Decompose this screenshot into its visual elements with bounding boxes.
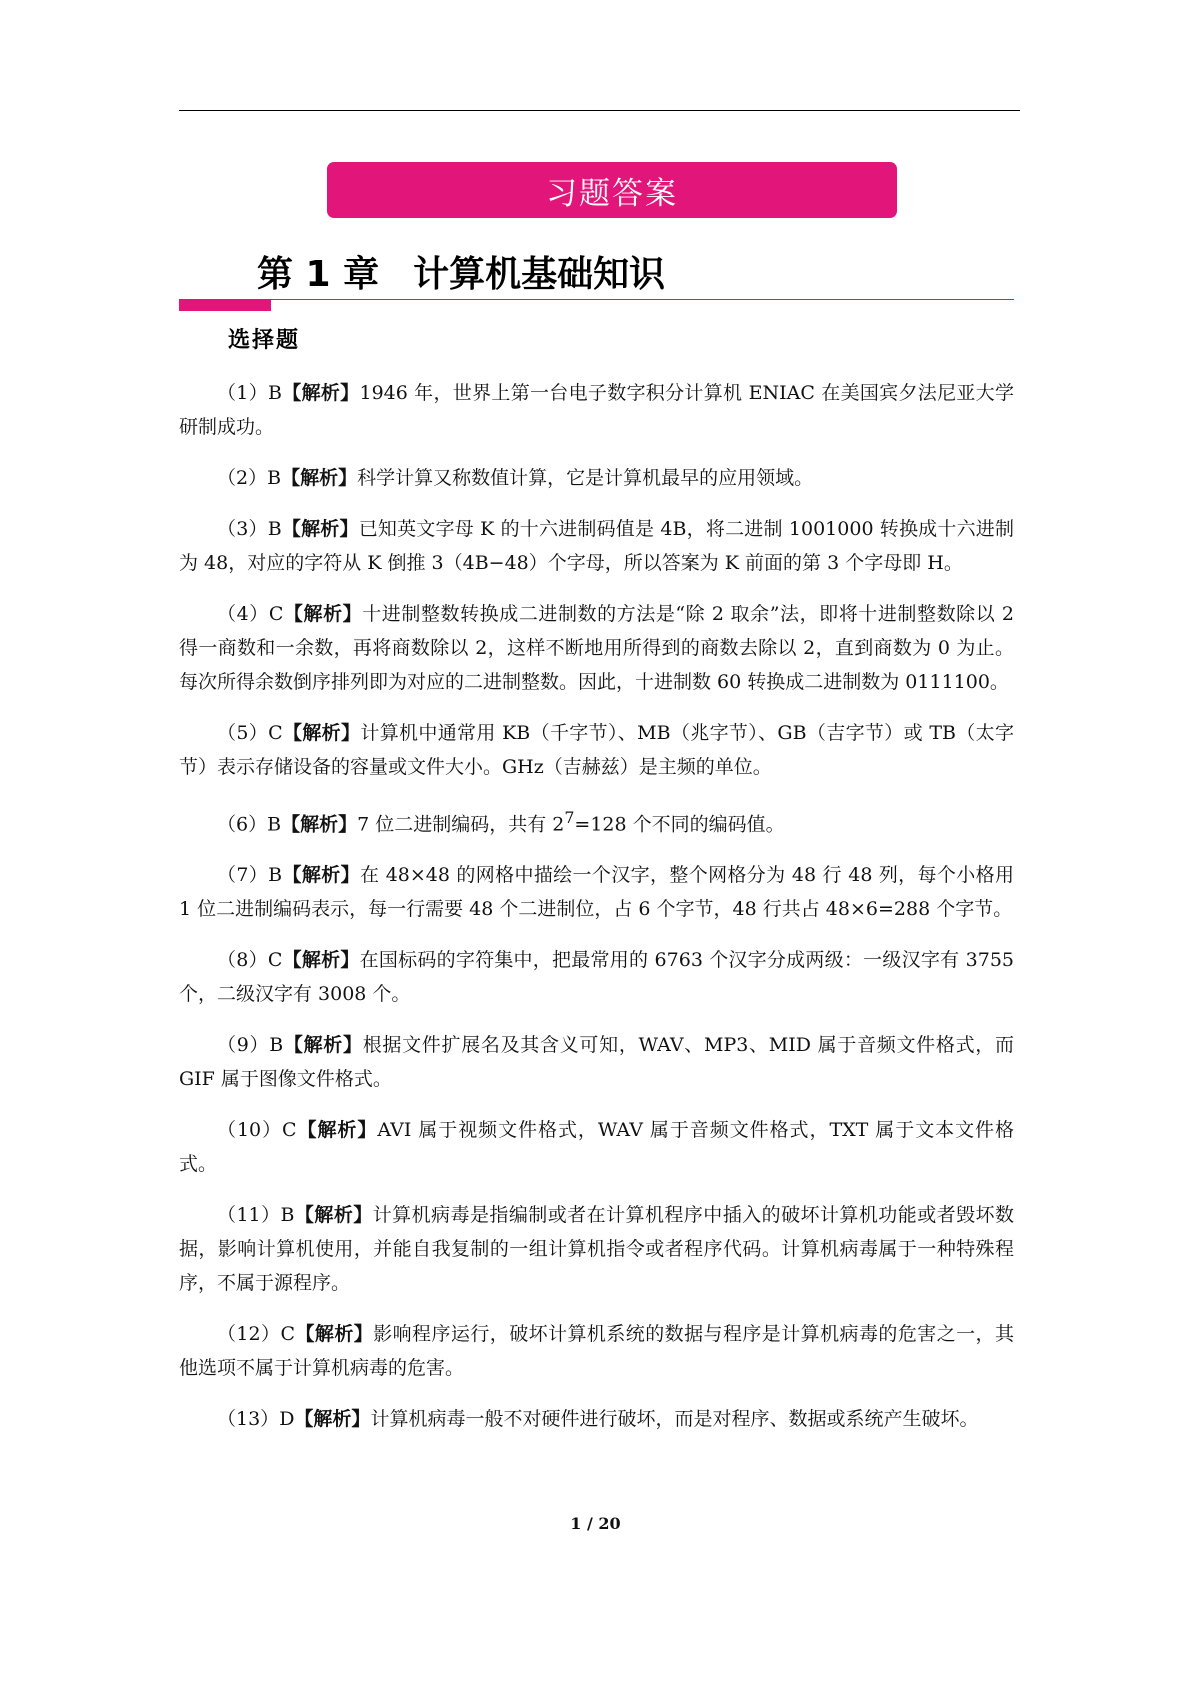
answer-number: （4） [217,603,269,625]
answer-text: =128 个不同的编码值。 [574,813,785,836]
answer-letter: B [268,382,282,404]
answer-text: 根据文件扩展名及其含义可知，WAV、MP3、MID 属于音频文件格式，而 GIF 属于图像文件格式。 [179,1034,1014,1091]
answer-letter: C [282,1119,297,1142]
answer-number: （13） [217,1408,280,1431]
analysis-tag: 【解析】 [294,1408,371,1431]
analysis-tag: 【解析】 [295,1323,374,1346]
answer-item [179,943,1014,1011]
answer-item [179,716,1014,784]
analysis-tag: 【解析】 [281,467,358,489]
answer-letter: B [267,467,282,489]
answer-text: 科学计算又称数值计算，它是计算机最早的应用领域。 [357,467,814,489]
chapter-title [257,246,665,297]
analysis-tag: 【解析】 [294,1204,373,1227]
chapter-accent-bar [179,300,271,311]
answers-banner [327,162,897,218]
answer-number: （12） [217,1323,281,1346]
answer-letter: B [268,864,283,887]
answer-letter: B [267,518,282,540]
answer-number: （8） [217,949,268,972]
answer-item [179,1198,1014,1300]
answer-item [179,1113,1014,1181]
answer-item [179,858,1014,926]
answer-text: 计算机病毒一般不对硬件进行破坏，而是对程序、数据或系统产生破坏。 [370,1408,979,1431]
answer-number: （2） [217,467,268,489]
analysis-tag: 【解析】 [281,813,358,836]
answer-text: 计算机病毒是指编制或者在计算机程序中插入的破坏计算机功能或者毁坏数据，影响计算机使用，并能自我复制的一组计算机指令或者程序代码。计算机病毒属于一种特殊程序，不属于源程序。 [179,1204,1014,1295]
answer-letter: D [279,1408,295,1431]
answer-item [179,1028,1014,1096]
answer-text: 已知英文字母 K 的十六进制码值是 4B，将二进制 1001000 转换成十六进制为 48，对应的字符从 K 倒推 3（4B−48）个字母，所以答案为 K 前面的第 3 个字母即 H。 [179,518,1014,574]
analysis-tag: 【解析】 [282,949,360,972]
answer-number: （9） [217,1034,270,1057]
answer-letter: B [280,1204,295,1227]
answer-letter: C [280,1323,296,1346]
answer-text: 在 48×48 的网格中描绘一个汉字，整个网格分为 48 行 48 列，每个小格用 1 位二进制编码表示，每一行需要 48 个二进制位，占 6 个字节，48 行共占 48×6=288 个字节。 [179,864,1014,921]
answer-number: （7） [217,864,269,887]
answer-number: （5） [217,722,269,744]
answer-text: 十进制整数转换成二进制数的方法是“除 2 取余”法，即将十进制整数除以 2 得一商数和一余数，再将商数除以 2，这样不断地用所得到的商数去除以 2，直到商数为 0 为止。每次所得余数倒序排列即为对应的二进制整数。因此，十进制数 60 转换成二进制数为 0111100。 [179,603,1014,693]
exponent: 7 [564,808,575,827]
answer-text: 影响程序运行，破坏计算机系统的数据与程序是计算机病毒的危害之一，其他选项不属于计算机病毒的危害。 [179,1323,1014,1380]
analysis-tag: 【解析】 [281,382,360,404]
answer-text: 计算机中通常用 KB（千字节）、MB（兆字节）、GB（吉字节）或 TB（太字节）表示存储设备的容量或文件大小。GHz（吉赫兹）是主频的单位。 [179,722,1014,778]
answer-item [179,597,1014,699]
answer-number: （3） [217,518,268,540]
page-number: 1 / 20 [570,1514,621,1533]
answer-item [179,1402,1014,1436]
answer-item [179,1317,1014,1385]
chapter-name: 计算机基础知识 [413,254,666,295]
analysis-tag: 【解析】 [296,1119,378,1142]
answer-number: （1） [217,382,268,404]
answer-list [179,376,1014,1453]
chapter-underline [179,299,1014,300]
answer-text: 在国标码的字符集中，把最常用的 6763 个汉字分成两级：一级汉字有 3755 个，二级汉字有 3008 个。 [179,949,1015,1006]
answer-letter: C [268,603,284,625]
answer-number: （6） [217,813,268,836]
answer-letter: C [268,722,283,744]
answer-item [179,461,1014,495]
analysis-tag: 【解析】 [281,518,359,540]
analysis-tag: 【解析】 [282,864,360,887]
section-heading: 选择题 [228,327,301,353]
answer-text: 1946 年，世界上第一台电子数字积分计算机 ENIAC 在美国宾夕法尼亚大学研制成功。 [179,382,1014,438]
analysis-tag: 【解析】 [283,1034,363,1057]
answer-letter: B [269,1034,284,1057]
answer-text: 7 位二进制编码，共有 2 [357,813,565,836]
chapter-number: 第 1 章 [257,254,380,295]
answer-item [179,801,1014,841]
answer-letter: B [267,813,282,836]
answer-number: （11） [217,1204,281,1227]
header-rule [179,110,1020,111]
answer-text: AVI 属于视频文件格式，WAV 属于音频文件格式，TXT 属于文本文件格式。 [179,1119,1014,1176]
analysis-tag: 【解析】 [283,603,363,625]
analysis-tag: 【解析】 [282,722,361,744]
answer-item [179,376,1014,444]
answer-item [179,512,1014,580]
answer-number: （10） [217,1119,283,1142]
banner-title: 习题答案 [546,175,678,212]
answer-letter: C [267,949,283,972]
